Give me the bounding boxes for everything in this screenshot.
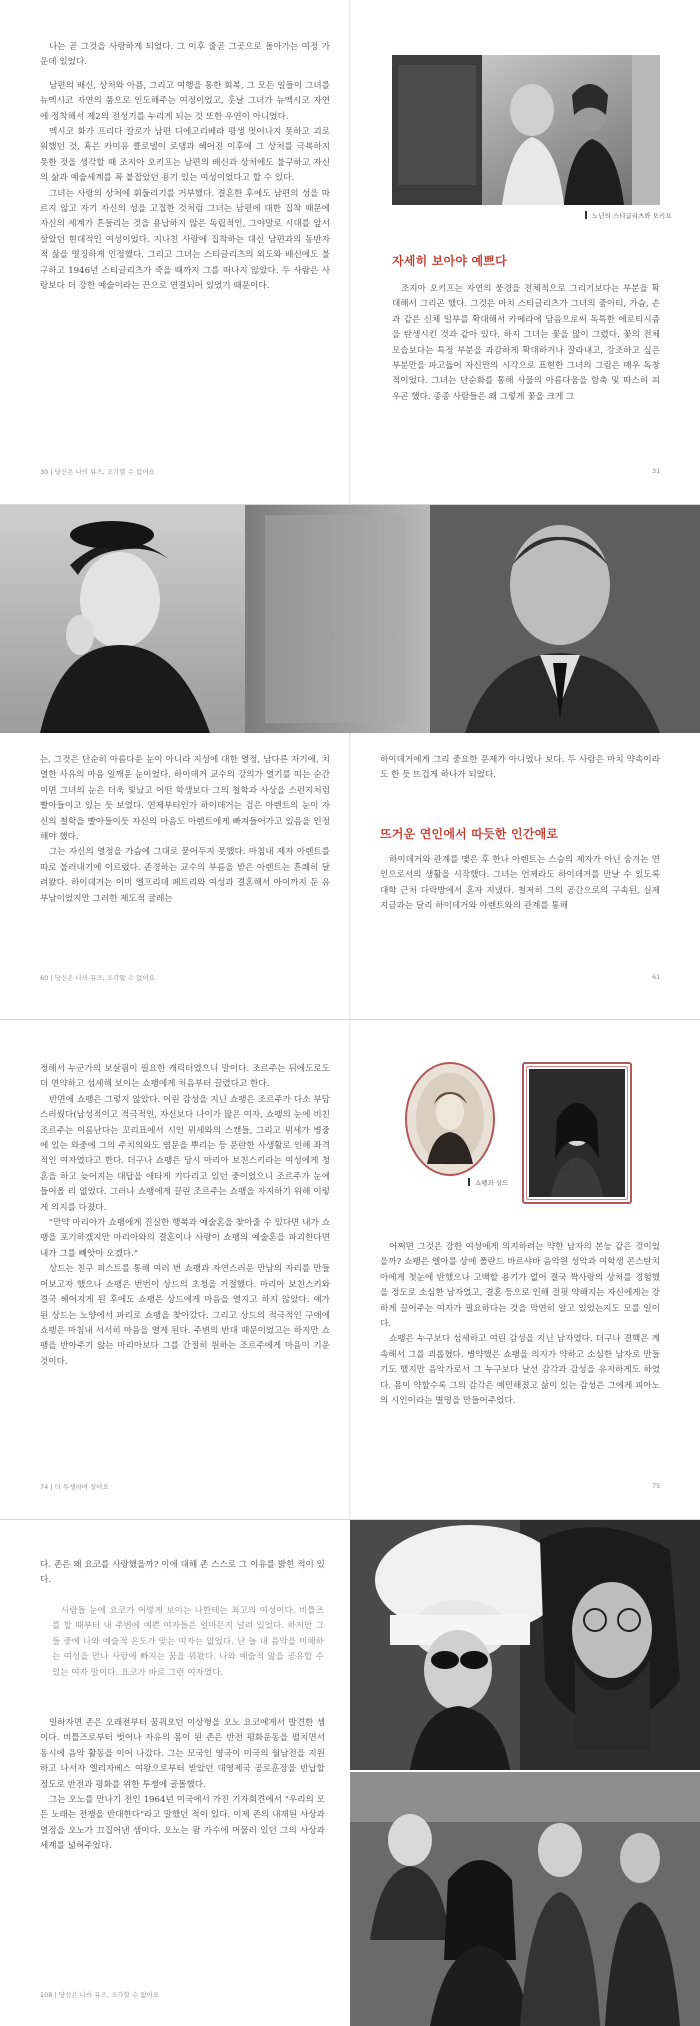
section-heading: 뜨거운 연인에서 따듯한 인간애로 bbox=[380, 827, 559, 841]
photo-caption: 노년의 스티글리츠와 오키프 bbox=[585, 211, 671, 220]
section-heading: 자세히 보아야 예쁘다 bbox=[392, 254, 507, 268]
left-page-text bbox=[40, 1062, 330, 1370]
right-page-text-2 bbox=[380, 853, 660, 915]
paragraph: "만약 마리아가 쇼팽에게 진실한 행복과 예술혼을 찾아줄 수 있다면 내가 쇼팽을 포기하겠지만 마리아와의 결혼이나 사랑이 쇼팽의 예술혼을 파괴한다면 내가 그를 빼앗아 오겠다." bbox=[40, 1218, 330, 1259]
page-folio: 31 bbox=[652, 467, 661, 475]
arendt-heidegger-photo bbox=[0, 505, 700, 733]
right-page-text bbox=[380, 1240, 660, 1409]
paragraph: 남편의 배신, 상처와 아픔, 그리고 여행을 통한 회복, 그 모든 일들이 그녀를 뉴멕시코 자연의 품으로 인도해주는 여정이었고, 훗날 그녀가 뉴멕시코 자연에 정착해서 제2의 전성기를 누리게 되는 것 또한 우연이 아니었다. bbox=[40, 80, 330, 122]
book-spread-1 bbox=[0, 0, 700, 505]
paragraph: 조지아 오키프는 자연의 풍경을 전체적으로 그리기보다는 부분을 확대해서 그리곤 했다. 그것은 마치 스티글리츠가 그녀의 줌아티, 가슴, 손과 같은 신체 일부를 확대해서 카메라에 담음으로써 독특한 에로티시즘을 탄생시킨 것과 같아 있다. 하지 그녀는 꽃을 많이 그렸다. 꽃의 전체 모습보다는 특정 부분을 과감하게 확대하거나 잘라내고, 강조하고 싶은 부분만을 파고듦어 자신만의 시각으로 표현한 그녀의 그림은 매우 독창적이었다. 그녀는 단순화를 통해 사물의 아름다움을 함축 및 따스히 피우곤 했다. 종종 사람들은 왜 그렇게 꽃을 크게 그 bbox=[392, 284, 660, 402]
page-folio: 61 bbox=[652, 973, 661, 981]
page-folio: 75 bbox=[652, 1482, 661, 1490]
paragraph: 하이데거와 관계를 맺은 후 한나 아렌트는 스승의 제자가 아닌 숨겨논 연인으로서의 생활을 시작했다. 그녀는 언제라도 하이데거를 만날 수 있도록 대학 근처 다락방에서 혼자 지냈다. 철저히 그의 공간으로의 구속된, 실제 지금과는 달리 하이데거와 아렌트와의 관계를 통해 bbox=[380, 855, 660, 912]
right-page-text bbox=[392, 282, 660, 405]
page-folio: 60 | 당신은 나의 뮤즈, 조각할 수 없어요 bbox=[40, 974, 155, 982]
paragraph: 다. 존은 왜 요코를 사랑했을까? 이에 대해 존 스스로 그 이유를 밝힌 적이 있다. bbox=[40, 1560, 325, 1586]
paragraph: 멕시코 화가 프리다 칼로가 남편 디에고리베라 평생 멋어나지 못하고 괴로워했던 것, 혹은 카미유 클로델이 로댕과 헤어진 이후에 그 상처를 극복하지 못한 것을 생각할 때 조지아 오키프는 남편의 배신과 상처에도 불구하고 자신의 삶과 예술세계를 꼭 붙잡았던 용기 있는 여성이었다고 할 수 있다. bbox=[40, 127, 330, 184]
page-folio: 74 | 더 투쟁하며 살아요 bbox=[40, 1483, 109, 1491]
chopin-portrait bbox=[405, 1062, 495, 1176]
photo-caption: 쇼팽과 상드 bbox=[468, 1178, 508, 1187]
paragraph: 반면에 쇼팽은 그렇지 않았다. 어린 감성을 지닌 쇼팽은 조르주가 다소 부담스러웠다(남성적이고 적극적인, 자신보다 나이가 많은 여자, 쇼팽의 눈에 비친 조르주는 이름난다는 꼬리표에서 시인 뮈세와의 스캔들, 그리고 뮈세가 병중에 있는 와중에 그의 주치의와도 염문을 뿌리는 등 문란한 사생활로 인해 좌격적인 여자였다고 한다. 더구나 쇼팽은 당시 마리아 보친스키라는 여성에게 청혼을 하고 늦어지는 대답을 애타게 기다리고 있던 중이었으니 조르주가 눈에 들어올 리 없었다. 그러나 쇼팽에게 끌린 조르주는 쇼팽을 자지하기 위해 이렇게 의지를 다졌다. bbox=[40, 1094, 330, 1213]
book-spread-4 bbox=[0, 1520, 700, 2026]
lennon-quote bbox=[52, 1604, 324, 1681]
paragraph: 쇼팽은 누구보다 섬세하고 여린 감성을 지닌 남자였다. 더구나 결핵은 계속해서 그를 괴롭혔다. 병약했은 쇼팽을 의지가 약하고 소심한 남자로 만들기도 했지만 음악가로서 그 누구보다 날선 감각과 감성을 유지하게도 하였다. 몸이 약할수록 그의 감각은 예민해졌고 삶이 있는 감성은 그에게 피아노의 시인이라는 별명을 만들어주었다. bbox=[380, 1334, 660, 1407]
paragraph: 정해서 누군가의 보살핌이 필요한 캐릭터였으니 말이다. 조르주는 뒤에도로도 더 연약하고 섬세해 보이는 쇼팽에게 처음부터 끌렸다고 한다. bbox=[40, 1064, 330, 1090]
sand-portrait bbox=[522, 1062, 632, 1204]
page-gutter bbox=[349, 0, 351, 505]
paragraph: 일하자면 존은 오래전부터 꿈꿔오던 이상형을 오노 요코에게서 발견한 셈이다. 비틀즈로부터 벗어나 자유의 몸이 된 존은 반전 평화운동을 펼치면서 동시에 음악 활동을 이어 나갔다. 그는 모국인 영국이 미국의 월남전을 지원하고 나서자 엘리자베스 여왕으로부터 받았던 대영제국 공로훈장을 반납할 정도로 반전과 평화를 위한 투쟁에 골몰했다. bbox=[40, 1718, 325, 1790]
page-folio: 108 | 당신은 나의 뮤즈, 조각할 수 없어요 bbox=[40, 1991, 160, 1999]
right-page-text bbox=[380, 753, 660, 784]
paragraph: 상드는 친구 피스트를 통해 여러 번 쇼팽과 자연스러운 만남의 자리를 만들어보고자 했으나 쇼팽은 번번이 상드의 초청을 거절했다. 마리아 보친스키와 결국 헤어지게 된 후에도 쇼팽은 상드에게 마음을 열지고 하지 않았다. 얘가 된 상드는 노양에서 파리로 쇼팽을 찾아갔다. 그리고 상드의 적극적인 구애에 쇼팽은 마침내 서서히 마음을 열게 된다. 주변의 반대 때문이었고는 하지만 쇼팽을 반아주기 않는 마리아보다 그를 간절히 원하는 조르주에게 마음이 기운 것이다. bbox=[40, 1264, 330, 1367]
quote-text: 사람들 눈에 요코가 어떻게 보이는 나한테는 최고의 여성이다. 비틀즈를 할 때부터 내 주변에 예쁜 여자들은 얼마든지 널려 있었다. 하지만 그들 중에 나와 예술적 온도가 맞는 여자는 없었다. 난 늘 내 음악을 이해하는 여성을 만나 사랑에 빠지는 꿈을 꿔왔다. 나와 예술적 앎을 공유할 수 있는 여자 말이다. 요코가 바로 그런 여자였다. bbox=[52, 1606, 324, 1678]
paragraph: 하이데거에게 그리 중요한 문제가 아니었나 보다. 두 사람은 마치 약속이라도 한 듯 뜨겁게 하나가 되었다. bbox=[380, 755, 660, 781]
left-page-text bbox=[40, 40, 330, 295]
paragraph: 나는 곧 그것을 사랑하게 되었다. 그 이후 줄곧 그곳으로 돌아가는 여정 가운데 있었다. bbox=[40, 42, 330, 68]
paragraph: 그는 자신의 열정을 가슴에 그대로 묻어두지 못했다. 마침내 제자 아렌트를 따로 불러내기에 이르렀다. 존경하는 교수의 부름을 받은 아렌트는 흔쾌히 달려왔다. 하이데거는 이미 엘프리데 페트리와 여성과 결혼해서 아이까지 둔 유부남이었지만 그러한 제도적 굴레는 bbox=[40, 847, 330, 904]
left-page-text bbox=[40, 753, 330, 907]
page-gutter bbox=[349, 733, 351, 1020]
left-page-text-2 bbox=[40, 1716, 325, 1855]
paragraph: 그는 오노를 만나기 전인 1964년 미국에서 가진 기자회견에서 "우리의 모든 노래는 전쟁을 반대한다"라고 말했던 적이 있다. 이제 존의 내재된 사상과 열정을 오노가 끄집어낸 셈이다. 오노는 팜 가수에 머물러 있던 그의 사상과 세계를 넓혀주었다. bbox=[40, 1795, 325, 1852]
paragraph: 그녀는 사랑의 상처에 휘둘리기를 거부했다. 결혼한 후에도 남편의 성을 따르지 않고 자기 자신의 성을 고집한 것처럼 그녀는 남편에 대한 집착 때문에 자신의 세계가 흔들리는 것을 용납하지 않은 독립적인, 그야말로 시대를 앞서 살았던 현대적인 여성이었다. 지나친 사랑에 집착하는 대신 남편과의 동반자적 삶을 명징하게 인정했다. 그리고 그녀는 스티글리츠의 외도와 배신에도 불구하고 1946년 스티글리츠가 죽을 때까지 그를 떠나지 않았다. 두 사람은 사랑보다 더 강한 예술이라는 끈으로 연결되어 있었기 때문이다. bbox=[40, 188, 330, 292]
page-folio: 30 | 당신은 나의 뮤즈, 조각할 수 없어요 bbox=[40, 468, 155, 476]
paragraph: 어쩌면 그것은 강한 여성에게 의지하려는 약한 남자의 본능 같은 것이었을까? 쇼팽은 엘아를 상에 폴란드 바르샤바 음악원 성악과 여학생 콘스탄치아에게 첫눈에 반했으나 고백할 용기가 없어 결국 짝사랑의 상처를 경험했을 정도로 소심한 남자였고, 결혼 등으로 인해 걸핏 약해지는 자신에게는 강하게 끌어주는 여자가 필요하다는 것을 막연히 알고 있었는지도 모를 일이다. bbox=[380, 1242, 660, 1330]
book-spread-2 bbox=[0, 505, 700, 1020]
left-page-text bbox=[40, 1558, 325, 1589]
stieglitz-okeeffe-photo bbox=[392, 55, 660, 205]
page-gutter bbox=[349, 1020, 351, 1520]
paragraph: 는, 그것은 단순히 아름다운 눈이 아니라 지성에 대한 열정, 남다른 자기애, 치열한 사유의 마음 일깨운 눈이었다. 하이데거 교수의 강의가 열기를 띠는 순간이면 그녀의 눈은 더욱 빛났고 어떤 학생보다 그의 철학과 사상을 스펀지처럼 빨아들이고 있는 듯 보였다. 연제부터인가 하이데거는 검은 아렌트의 눈이 자신의 철학을 빨아들이듯 자신의 마음도 아렌트에게 빠져들어가고 있음을 인정해야 했다. bbox=[40, 755, 330, 843]
lennon-ono-photos bbox=[350, 1520, 700, 2026]
book-spread-3 bbox=[0, 1020, 700, 1520]
